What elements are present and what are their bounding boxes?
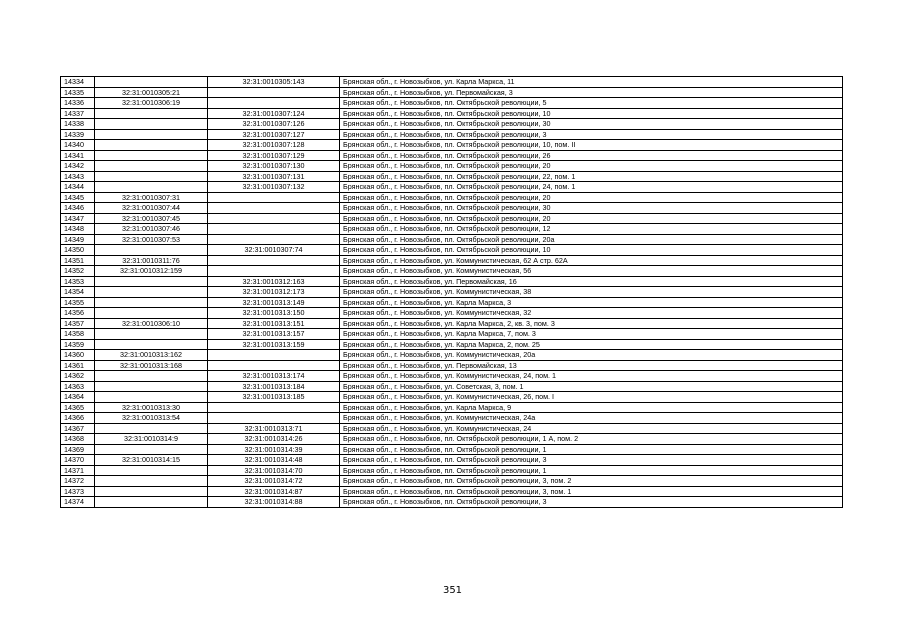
table-row [61,476,843,487]
record-number-cell: 14372 [61,476,95,487]
cadastral-number-b-cell [208,203,340,214]
cadastral-number-a-cell [95,245,208,256]
cadastral-number-b-cell: 32:31:0010307:74 [208,245,340,256]
address-cell: Брянская обл., г. Новозыбков, пл. Октябрьской революции, 24, пом. 1 [340,182,843,193]
table-row [61,423,843,434]
address-cell: Брянская обл., г. Новозыбков, пл. Октябрьской революции, 26 [340,150,843,161]
cadastral-number-b-cell [208,350,340,361]
cadastral-number-a-cell [95,329,208,340]
table-row [61,182,843,193]
record-number-cell: 14354 [61,287,95,298]
address-cell: Брянская обл., г. Новозыбков, ул. Коммунистическая, 38 [340,287,843,298]
cadastral-number-a-cell: 32:31:0010305:21 [95,87,208,98]
cadastral-number-b-cell: 32:31:0010314:26 [208,434,340,445]
cadastral-number-b-cell: 32:31:0010313:174 [208,371,340,382]
cadastral-number-b-cell: 32:31:0010307:130 [208,161,340,172]
record-number-cell: 14360 [61,350,95,361]
table-row [61,297,843,308]
table-row [61,266,843,277]
table-row [61,413,843,424]
table-row [61,329,843,340]
table-row [61,224,843,235]
cadastral-number-a-cell: 32:31:0010314:9 [95,434,208,445]
cadastral-number-a-cell [95,77,208,88]
cadastral-number-a-cell [95,129,208,140]
record-number-cell: 14334 [61,77,95,88]
record-number-cell: 14355 [61,297,95,308]
cadastral-number-a-cell [95,297,208,308]
cadastral-number-a-cell: 32:31:0010313:30 [95,402,208,413]
address-cell: Брянская обл., г. Новозыбков, ул. Советская, 3, пом. 1 [340,381,843,392]
registry-table-body [61,77,843,508]
cadastral-number-b-cell: 32:31:0010314:70 [208,465,340,476]
cadastral-number-b-cell [208,224,340,235]
cadastral-number-b-cell: 32:31:0010313:71 [208,423,340,434]
record-number-cell: 14369 [61,444,95,455]
table-row [61,108,843,119]
address-cell: Брянская обл., г. Новозыбков, пл. Октябрьской революции, 22, пом. 1 [340,171,843,182]
record-number-cell: 14374 [61,497,95,508]
page-number: 351 [442,585,463,596]
table-row [61,276,843,287]
table-row [61,308,843,319]
address-cell: Брянская обл., г. Новозыбков, пл. Октябрьской революции, 20а [340,234,843,245]
table-row [61,245,843,256]
record-number-cell: 14363 [61,381,95,392]
cadastral-number-b-cell: 32:31:0010313:159 [208,339,340,350]
address-cell: Брянская обл., г. Новозыбков, ул. Карла Маркса, 3 [340,297,843,308]
address-cell: Брянская обл., г. Новозыбков, ул. Карла Маркса, 2, пом. 25 [340,339,843,350]
cadastral-number-b-cell: 32:31:0010313:149 [208,297,340,308]
record-number-cell: 14335 [61,87,95,98]
address-cell: Брянская обл., г. Новозыбков, ул. Коммунистическая, 24а [340,413,843,424]
address-cell: Брянская обл., г. Новозыбков, ул. Карла Маркса, 11 [340,77,843,88]
cadastral-number-a-cell: 32:31:0010307:44 [95,203,208,214]
cadastral-number-b-cell: 32:31:0010307:131 [208,171,340,182]
address-cell: Брянская обл., г. Новозыбков, ул. Карла Маркса, 7, пом. 3 [340,329,843,340]
cadastral-number-b-cell [208,266,340,277]
table-row [61,203,843,214]
table-row [61,171,843,182]
cadastral-number-b-cell [208,213,340,224]
address-cell: Брянская обл., г. Новозыбков, пл. Октябрьской революции, 5 [340,98,843,109]
table-row [61,350,843,361]
cadastral-number-a-cell [95,371,208,382]
record-number-cell: 14341 [61,150,95,161]
table-row [61,392,843,403]
address-cell: Брянская обл., г. Новозыбков, ул. Первомайская, 13 [340,360,843,371]
cadastral-number-b-cell: 32:31:0010305:143 [208,77,340,88]
address-cell: Брянская обл., г. Новозыбков, пл. Октябрьской революции, 10, пом. II [340,140,843,151]
table-row [61,497,843,508]
cadastral-number-a-cell [95,486,208,497]
address-cell: Брянская обл., г. Новозыбков, пл. Октябрьской революции, 10 [340,245,843,256]
address-cell: Брянская обл., г. Новозыбков, пл. Октябрьской революции, 1 А, пом. 2 [340,434,843,445]
cadastral-number-a-cell [95,140,208,151]
cadastral-number-b-cell [208,234,340,245]
record-number-cell: 14339 [61,129,95,140]
address-cell: Брянская обл., г. Новозыбков, ул. Коммунистическая, 24, пом. 1 [340,371,843,382]
cadastral-number-a-cell [95,171,208,182]
record-number-cell: 14358 [61,329,95,340]
cadastral-number-b-cell: 32:31:0010312:173 [208,287,340,298]
cadastral-number-a-cell [95,182,208,193]
address-cell: Брянская обл., г. Новозыбков, ул. Первомайская, 3 [340,87,843,98]
cadastral-number-a-cell [95,444,208,455]
cadastral-number-b-cell: 32:31:0010314:39 [208,444,340,455]
record-number-cell: 14347 [61,213,95,224]
record-number-cell: 14371 [61,465,95,476]
record-number-cell: 14359 [61,339,95,350]
cadastral-number-a-cell [95,287,208,298]
cadastral-number-a-cell: 32:31:0010311:76 [95,255,208,266]
cadastral-number-a-cell [95,276,208,287]
table-row [61,444,843,455]
cadastral-number-a-cell: 32:31:0010306:19 [95,98,208,109]
cadastral-number-b-cell: 32:31:0010314:48 [208,455,340,466]
cadastral-number-a-cell: 32:31:0010307:45 [95,213,208,224]
cadastral-number-b-cell: 32:31:0010313:184 [208,381,340,392]
table-row [61,192,843,203]
table-row [61,287,843,298]
record-number-cell: 14342 [61,161,95,172]
record-number-cell: 14349 [61,234,95,245]
cadastral-number-a-cell [95,465,208,476]
address-cell: Брянская обл., г. Новозыбков, ул. Карла Маркса, 2, кв. 3, пом. 3 [340,318,843,329]
record-number-cell: 14348 [61,224,95,235]
table-row [61,77,843,88]
cadastral-number-a-cell: 32:31:0010314:15 [95,455,208,466]
address-cell: Брянская обл., г. Новозыбков, ул. Коммунистическая, 32 [340,308,843,319]
cadastral-number-b-cell: 32:31:0010307:128 [208,140,340,151]
address-cell: Брянская обл., г. Новозыбков, ул. Карла Маркса, 9 [340,402,843,413]
cadastral-number-b-cell: 32:31:0010307:132 [208,182,340,193]
table-row [61,339,843,350]
cadastral-number-a-cell [95,119,208,130]
table-row [61,98,843,109]
address-cell: Брянская обл., г. Новозыбков, пл. Октябрьской революции, 12 [340,224,843,235]
table-row [61,150,843,161]
cadastral-number-b-cell [208,360,340,371]
registry-table [60,76,843,508]
cadastral-number-b-cell: 32:31:0010313:157 [208,329,340,340]
address-cell: Брянская обл., г. Новозыбков, пл. Октябрьской революции, 3, пом. 1 [340,486,843,497]
record-number-cell: 14344 [61,182,95,193]
record-number-cell: 14366 [61,413,95,424]
record-number-cell: 14353 [61,276,95,287]
address-cell: Брянская обл., г. Новозыбков, пл. Октябрьской революции, 3 [340,455,843,466]
address-cell: Брянская обл., г. Новозыбков, ул. Коммунистическая, 20а [340,350,843,361]
cadastral-number-a-cell [95,392,208,403]
cadastral-number-a-cell [95,150,208,161]
cadastral-number-a-cell: 32:31:0010307:53 [95,234,208,245]
record-number-cell: 14364 [61,392,95,403]
cadastral-number-b-cell: 32:31:0010313:150 [208,308,340,319]
record-number-cell: 14361 [61,360,95,371]
table-row [61,234,843,245]
cadastral-number-b-cell [208,255,340,266]
cadastral-number-a-cell [95,497,208,508]
table-row [61,87,843,98]
cadastral-number-b-cell: 32:31:0010307:127 [208,129,340,140]
table-row [61,371,843,382]
cadastral-number-a-cell: 32:31:0010313:162 [95,350,208,361]
table-row [61,119,843,130]
cadastral-number-a-cell [95,381,208,392]
address-cell: Брянская обл., г. Новозыбков, пл. Октябрьской революции, 20 [340,161,843,172]
cadastral-number-b-cell: 32:31:0010313:151 [208,318,340,329]
cadastral-number-a-cell [95,423,208,434]
cadastral-number-b-cell: 32:31:0010307:129 [208,150,340,161]
record-number-cell: 14365 [61,402,95,413]
cadastral-number-a-cell [95,476,208,487]
cadastral-number-b-cell [208,413,340,424]
address-cell: Брянская обл., г. Новозыбков, ул. Коммунистическая, 56 [340,266,843,277]
record-number-cell: 14336 [61,98,95,109]
address-cell: Брянская обл., г. Новозыбков, пл. Октябрьской революции, 3 [340,497,843,508]
record-number-cell: 14356 [61,308,95,319]
record-number-cell: 14362 [61,371,95,382]
record-number-cell: 14337 [61,108,95,119]
record-number-cell: 14370 [61,455,95,466]
record-number-cell: 14367 [61,423,95,434]
cadastral-number-b-cell: 32:31:0010307:126 [208,119,340,130]
cadastral-number-b-cell: 32:31:0010307:124 [208,108,340,119]
record-number-cell: 14357 [61,318,95,329]
cadastral-number-a-cell: 32:31:0010313:54 [95,413,208,424]
cadastral-number-b-cell: 32:31:0010314:87 [208,486,340,497]
record-number-cell: 14345 [61,192,95,203]
cadastral-number-a-cell: 32:31:0010306:10 [95,318,208,329]
table-row [61,486,843,497]
record-number-cell: 14340 [61,140,95,151]
cadastral-number-a-cell: 32:31:0010312:159 [95,266,208,277]
address-cell: Брянская обл., г. Новозыбков, пл. Октябрьской революции, 3, пом. 2 [340,476,843,487]
table-row [61,402,843,413]
cadastral-number-b-cell [208,402,340,413]
record-number-cell: 14368 [61,434,95,445]
address-cell: Брянская обл., г. Новозыбков, пл. Октябрьской революции, 3 [340,129,843,140]
cadastral-number-b-cell: 32:31:0010314:72 [208,476,340,487]
cadastral-number-a-cell: 32:31:0010307:46 [95,224,208,235]
address-cell: Брянская обл., г. Новозыбков, ул. Коммунистическая, 26, пом. I [340,392,843,403]
table-row [61,434,843,445]
table-row [61,465,843,476]
record-number-cell: 14350 [61,245,95,256]
address-cell: Брянская обл., г. Новозыбков, пл. Октябрьской революции, 30 [340,203,843,214]
table-row [61,318,843,329]
record-number-cell: 14343 [61,171,95,182]
cadastral-number-a-cell [95,108,208,119]
cadastral-number-b-cell: 32:31:0010313:185 [208,392,340,403]
address-cell: Брянская обл., г. Новозыбков, пл. Октябрьской революции, 20 [340,192,843,203]
table-row [61,161,843,172]
table-row [61,213,843,224]
cadastral-number-a-cell [95,308,208,319]
cadastral-number-a-cell [95,161,208,172]
cadastral-number-b-cell: 32:31:0010314:88 [208,497,340,508]
address-cell: Брянская обл., г. Новозыбков, пл. Октябрьской революции, 1 [340,444,843,455]
address-cell: Брянская обл., г. Новозыбков, ул. Коммунистическая, 24 [340,423,843,434]
cadastral-number-b-cell [208,87,340,98]
address-cell: Брянская обл., г. Новозыбков, ул. Коммунистическая, 62 А стр. 62А [340,255,843,266]
table-row [61,455,843,466]
record-number-cell: 14346 [61,203,95,214]
table-row [61,360,843,371]
address-cell: Брянская обл., г. Новозыбков, пл. Октябрьской революции, 30 [340,119,843,130]
cadastral-number-a-cell: 32:31:0010313:168 [95,360,208,371]
record-number-cell: 14373 [61,486,95,497]
cadastral-number-a-cell: 32:31:0010307:31 [95,192,208,203]
table-row [61,255,843,266]
address-cell: Брянская обл., г. Новозыбков, пл. Октябрьской революции, 20 [340,213,843,224]
record-number-cell: 14352 [61,266,95,277]
table-row [61,129,843,140]
cadastral-number-a-cell [95,339,208,350]
cadastral-number-b-cell [208,192,340,203]
address-cell: Брянская обл., г. Новозыбков, пл. Октябрьской революции, 10 [340,108,843,119]
table-row [61,381,843,392]
cadastral-number-b-cell: 32:31:0010312:163 [208,276,340,287]
cadastral-number-b-cell [208,98,340,109]
record-number-cell: 14351 [61,255,95,266]
record-number-cell: 14338 [61,119,95,130]
address-cell: Брянская обл., г. Новозыбков, ул. Первомайская, 16 [340,276,843,287]
address-cell: Брянская обл., г. Новозыбков, пл. Октябрьской революции, 1 [340,465,843,476]
table-row [61,140,843,151]
